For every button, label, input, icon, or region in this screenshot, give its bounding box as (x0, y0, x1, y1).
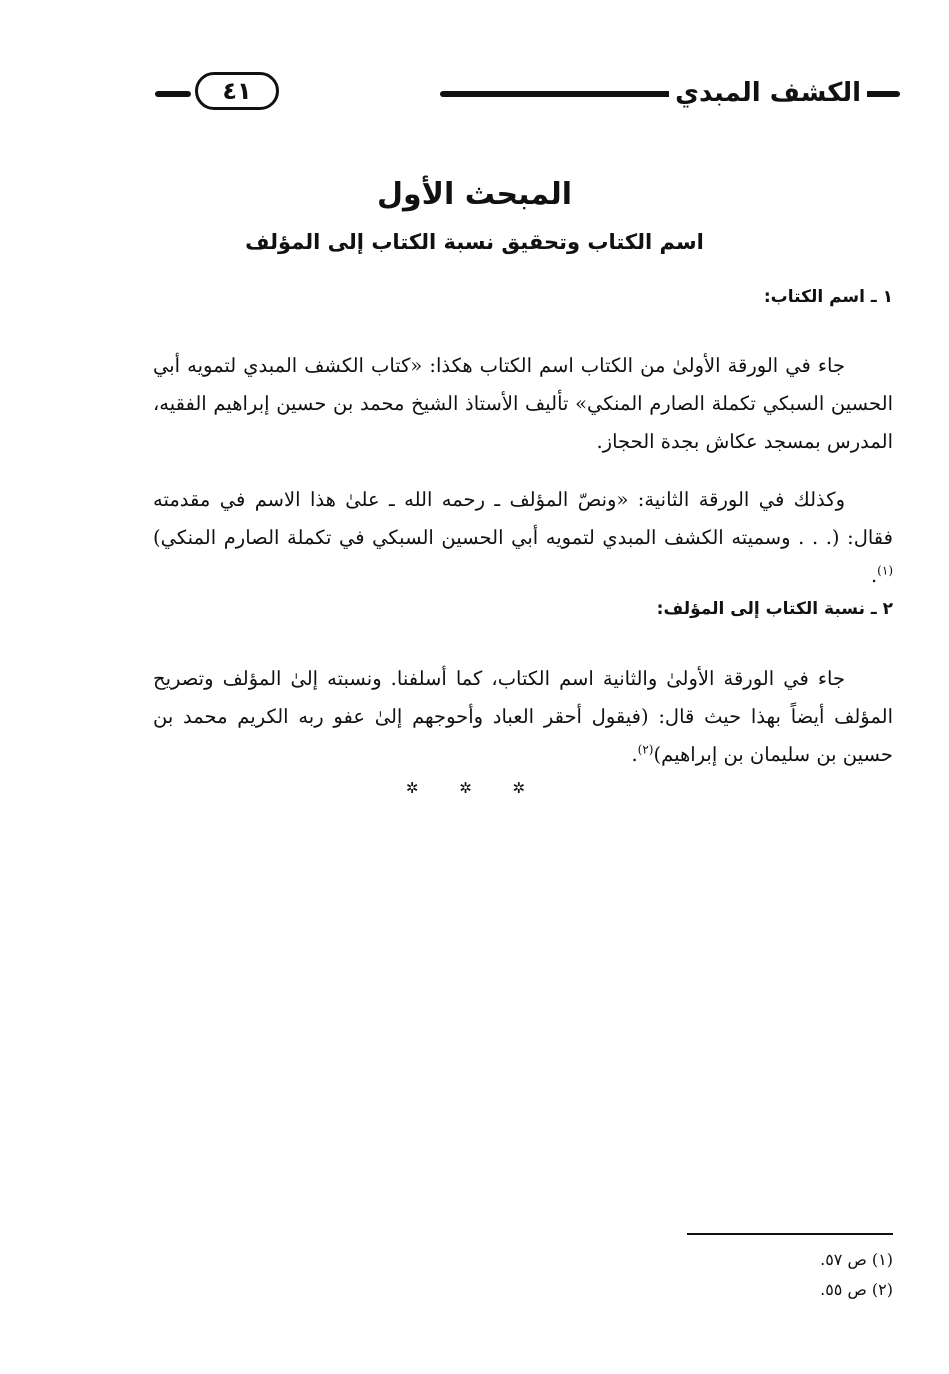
footnote: (٢) ص ٥٥. (820, 1280, 893, 1299)
page-number: ٤١ (195, 72, 279, 110)
paragraph: جاء في الورقة الأولىٰ من الكتاب اسم الكتاب هكذا: «كتاب الكشف المبدي لتمويه أبي الحسين السبكي تكملة الصارم المنكي» تأليف الأستاذ الشيخ محمد بن حسين إبراهيم الفقيه، المدرس بمسجد عكاش بجدة الحجاز. (153, 353, 893, 453)
header-rule-right (873, 91, 893, 97)
section-separator: ✲ ✲ ✲ (405, 779, 544, 797)
paragraph-end: . (870, 563, 878, 587)
book-title: الكشف المبدي (669, 76, 867, 110)
section-heading-attribution: ٢ ـ نسبة الكتاب إلى المؤلف: (656, 599, 893, 619)
paragraph (153, 660, 893, 774)
footnote-ref: (١) (877, 563, 893, 577)
paragraph-text: وكذلك في الورقة الثانية: «ونصّ المؤلف ـ رحمه الله ـ علىٰ هذا الاسم في مقدمته فقال: (. . . وسميته الكشف المبدي لتمويه أبي الحسين السبكي في تكملة الصارم المنكي) (153, 487, 893, 549)
paragraph-end: . (631, 742, 638, 766)
chapter-subtitle: اسم الكتاب وتحقيق نسبة الكتاب إلى المؤلف (245, 230, 704, 254)
footnote: (١) ص ٥٧. (820, 1250, 893, 1269)
header-rule-left (155, 91, 191, 97)
running-header (155, 72, 893, 116)
paragraph-text: جاء في الورقة الأولىٰ والثانية اسم الكتاب، كما أسلفنا. ونسبته إلىٰ المؤلف وتصريح المؤلف أيضاً بهذا حيث قال: (فيقول أحقر العباد وأحوجهم إلىٰ عفو ربه الكريم محمد بن حسين بن سليمان بن إبراهيم) (153, 666, 893, 766)
section-heading-book-name: ١ ـ اسم الكتاب: (763, 287, 893, 307)
footnote-rule (687, 1233, 893, 1235)
chapter-title: المبحث الأول (376, 177, 573, 212)
paragraph (153, 481, 893, 595)
footnote-ref: (٢) (637, 742, 654, 756)
